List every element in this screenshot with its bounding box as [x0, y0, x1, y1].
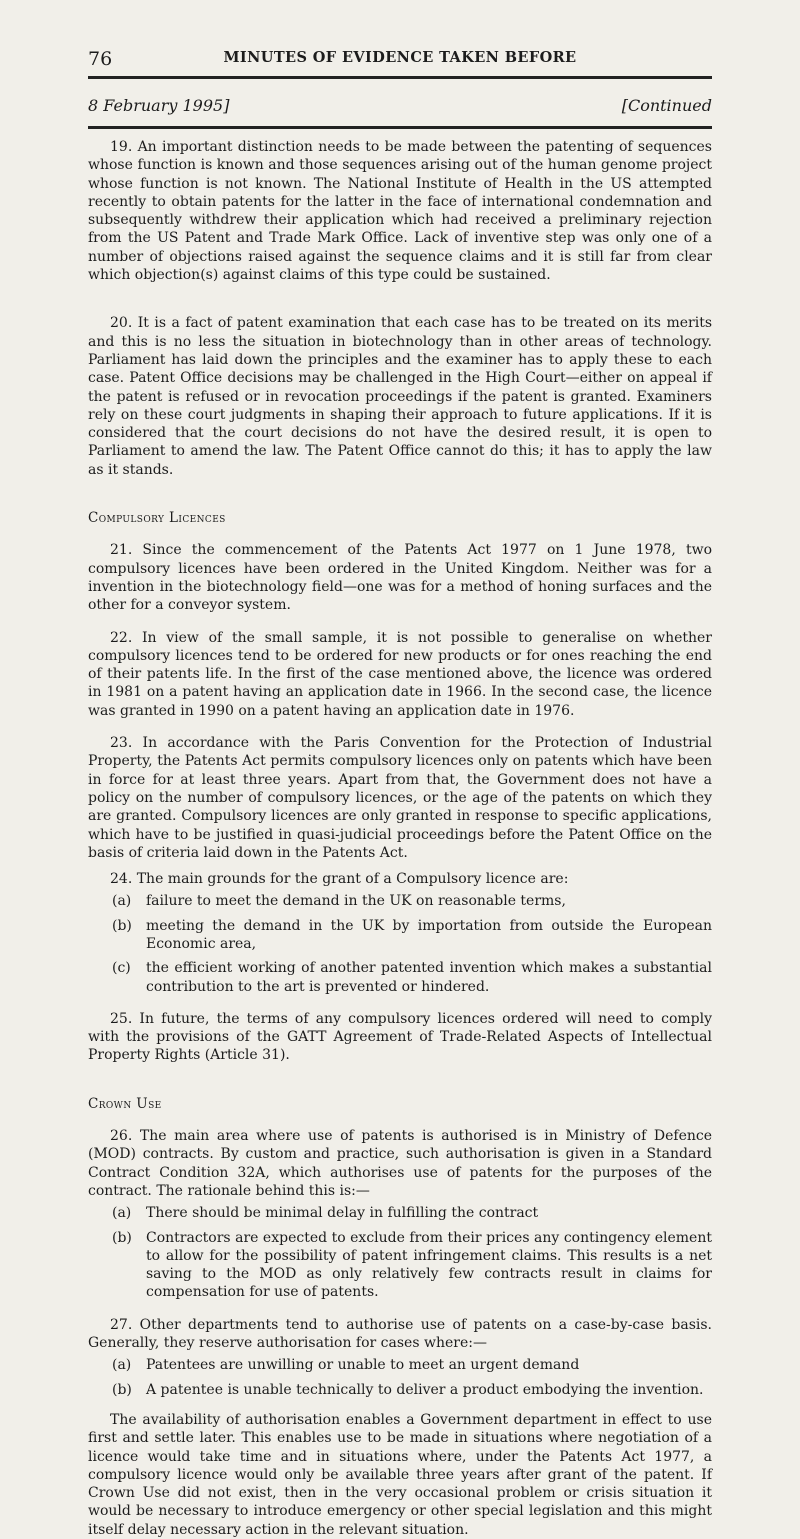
list-item: (b) meeting the demand in the UK by importation from outside the European Economic area, — [112, 917, 712, 952]
paragraph-24: 24. The main grounds for the grant of a Compulsory licence are: — [110, 871, 569, 888]
running-header — [88, 48, 712, 76]
list-item: (a) Patentees are unwilling or unable to meet an urgent demand — [112, 1357, 580, 1374]
running-title: MINUTES OF EVIDENCE TAKEN BEFORE — [223, 49, 577, 66]
list-item: (a) failure to meet the demand in the UK on reasonable terms, — [112, 893, 566, 910]
paragraph-25: 25. In future, the terms of any compulsory licences ordered will need to comply with the provisions of the GATT Agreement of Trade-Related Aspects of Intellectual Property Rights (Article 31). — [88, 1010, 712, 1064]
page-number: 76 — [88, 48, 113, 70]
authorisation-list — [88, 1356, 712, 1399]
paragraph-19: 19. An important distinction needs to be made between the patenting of sequences whose function is known and those sequences arising out of the human genome project whose function is not known. The National Institute of Health in the US attempted recently to obtain patents for the latter in the face of international condemnation and subsequently withdrew their application which had received a preliminary rejection from the US Patent and Trade Mark Office. Lack of inventive step was only one of a number of objections raised against the sequence claims and it is still far from clear which objection(s) against claims of this type could be sustained. — [88, 139, 712, 284]
paragraph-20: 20. It is a fact of patent examination that each case has to be treated on its merits and this is no less the situation in biotechnology than in other areas of technology. Parliament has laid down the principles and the examiner has to apply these to each case. Patent Office decisions may be challenged in the High Court—either on appeal if the patent is refused or in revocation proceedings if the patent is granted. Examiners rely on these court judgments in shaping their approach to future applications. If it is considered that the court decisions do not have the desired result, it is open to Parliament to amend the law. The Patent Office cannot do this; it has to apply the law as it stands. — [88, 315, 712, 478]
paragraph-27: 27. Other departments tend to authorise use of patents on a case-by-case basis. Generally, they reserve authorisation for cases where:— — [88, 1316, 712, 1352]
list-item: (b) A patentee is unable technically to deliver a product embodying the invention. — [112, 1381, 704, 1398]
paragraph-22: 22. In view of the small sample, it is not possible to generalise on whether compulsory licences tend to be ordered for new products or for ones reaching the end of their patents life. In the first of the case mentioned above, the licence was ordered in 1981 on a patent having an application date in 1966. In the second case, the licence was granted in 1990 on a patent having an application date in 1976. — [88, 629, 712, 719]
header-rule-bottom — [88, 126, 712, 129]
paragraph-21: 21. Since the commencement of the Patents Act 1977 on 1 June 1978, two compulsory licences have been ordered in the United Kingdom. Neither was for a invention in the biotechnology field—one was for a method of honing surfaces and the other for a conveyor system. — [88, 542, 712, 614]
rationale-list — [88, 1204, 712, 1301]
list-item: (b) Contractors are expected to exclude from their prices any contingency element to allow for the possibility of patent infringement claims. This results is a net saving to the MOD as only relatively few contracts result in claims for compensation for use of patents. — [112, 1229, 712, 1301]
paragraph-23: 23. In accordance with the Paris Convention for the Protection of Industrial Property, the Patents Act permits compulsory licences only on patents which have been in force for at least three years. Apart from that, the Government does not have a policy on the number of compulsory licences, or the age of the patents on which they are granted. Compulsory licences are only granted in response to specific applications, which have to be justified in quasi-judicial proceedings before the Patent Office on the basis of criteria laid down in the Patents Act. — [88, 735, 712, 861]
section-heading-crown-use: Crown Use — [88, 1095, 162, 1112]
header-rule-top — [88, 76, 712, 79]
list-item: (c) the efficient working of another patented invention which makes a substantial contribution to the art is prevented or hindered. — [112, 960, 712, 995]
paragraph-26: 26. The main area where use of patents is authorised is in Ministry of Defence (MOD) contracts. By custom and practice, such authorisation is given in a Standard Contract Condition 32A, which authorises use of patents for the purposes of the contract. The rationale behind this is:— — [88, 1128, 712, 1199]
continued-label: [Continued — [621, 96, 712, 115]
grounds-list — [88, 892, 712, 995]
session-date: 8 February 1995] — [88, 96, 230, 115]
dateline — [88, 96, 712, 118]
paragraph-27-continuation: The availability of authorisation enables a Government department in effect to use first and settle later. This enables use to be made in situations where negotiation of a licence would take time and in situations where, under the Patents Act 1977, a compulsory licence would only be available three years after grant of the patent. If Crown Use did not exist, then in the very occasional problem or crisis situation it would be necessary to introduce emergency or other special legislation and this might itself delay necessary action in the relevant situation. — [88, 1411, 712, 1538]
document-body — [88, 138, 712, 1539]
section-heading-compulsory-licences: Compulsory Licences — [88, 510, 226, 527]
list-item: (a) There should be minimal delay in fulfilling the contract — [112, 1205, 539, 1222]
